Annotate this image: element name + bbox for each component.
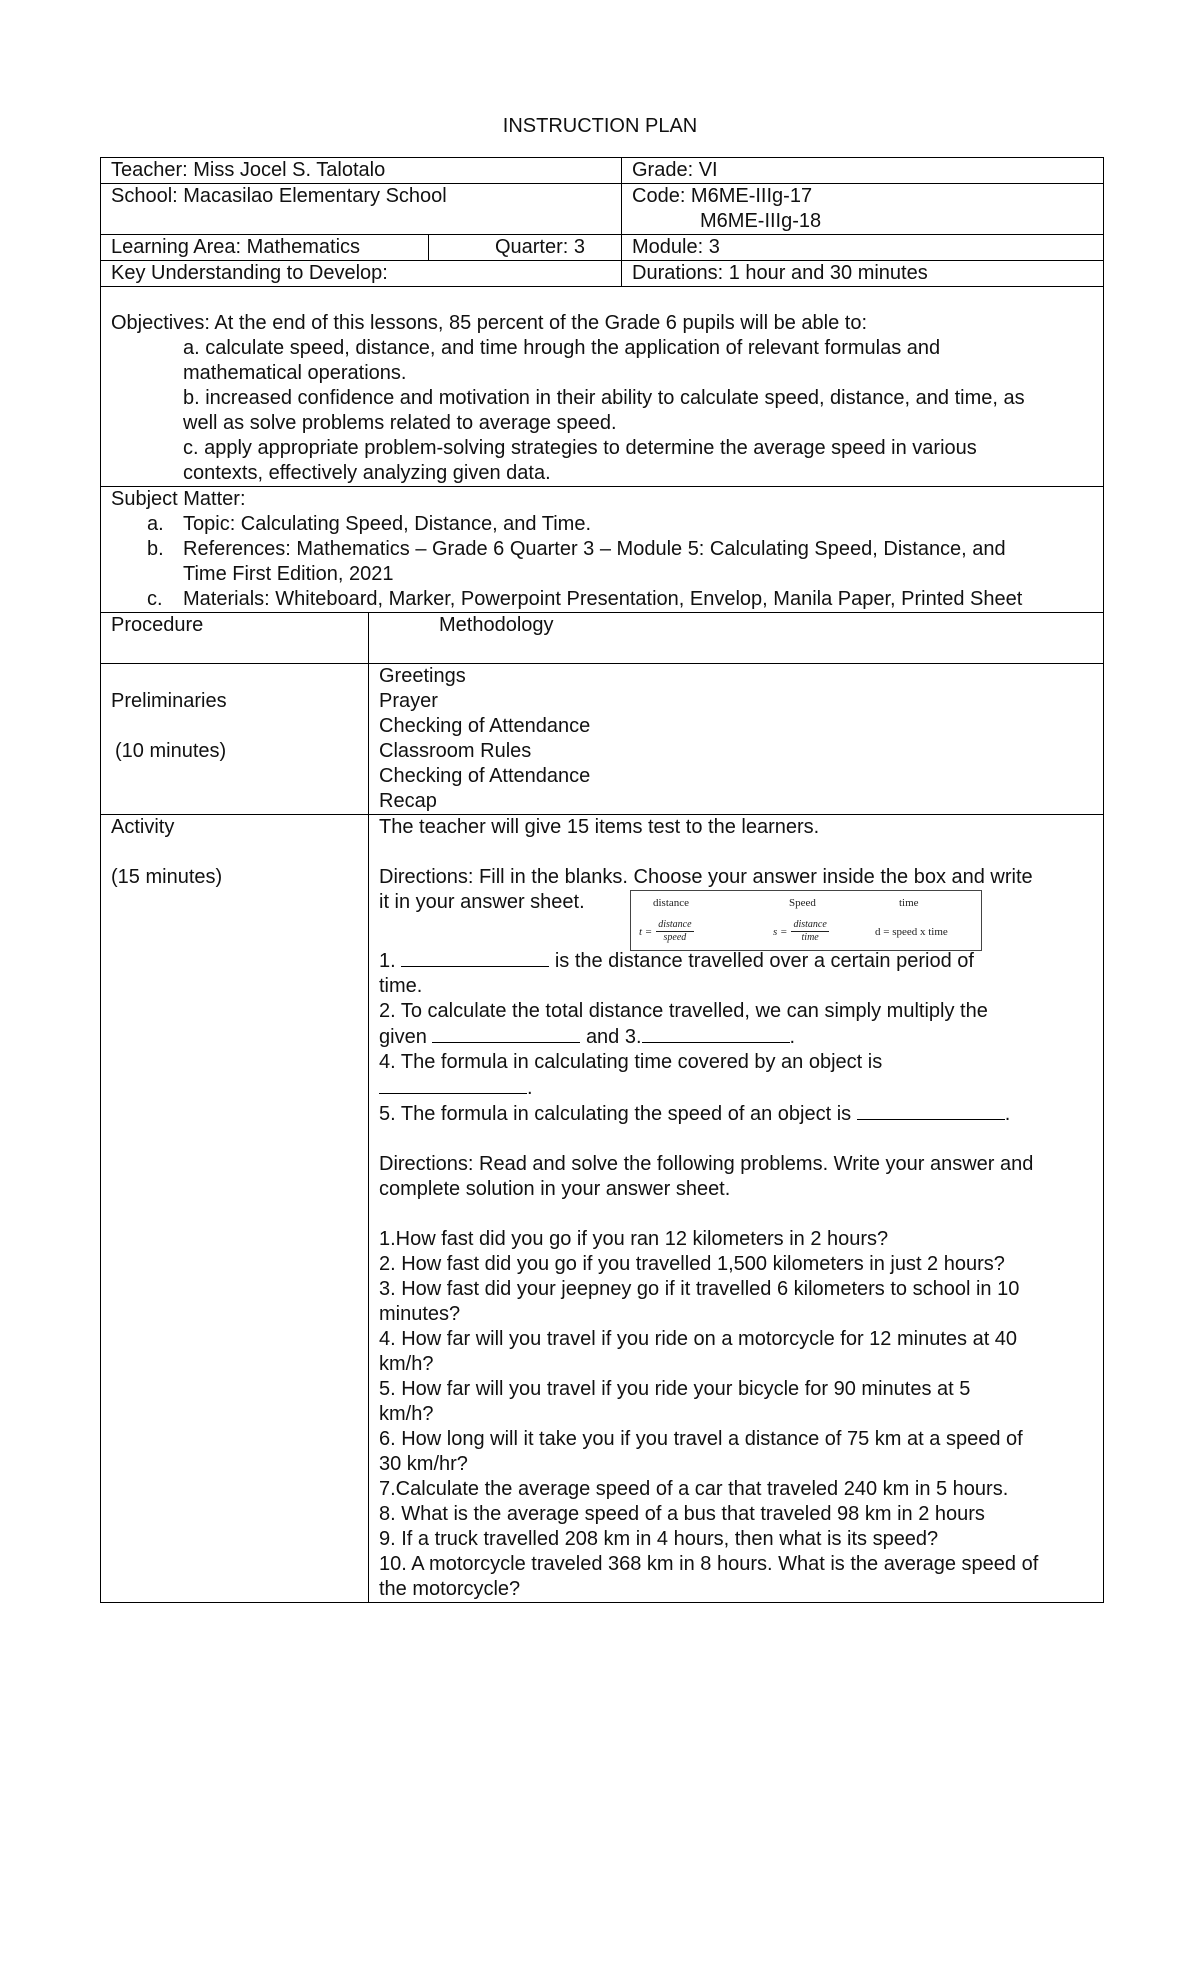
activity-duration: (15 minutes)	[111, 866, 223, 888]
subject-materials	[111, 587, 1093, 612]
fill-question-4-line-2	[379, 1075, 1093, 1101]
formula-time	[639, 919, 694, 944]
preliminary-item: Recap	[379, 790, 437, 812]
row-school-code	[101, 183, 1103, 234]
numerator: distance	[658, 919, 692, 930]
code-cell	[621, 184, 1103, 234]
row-subject-matter	[101, 486, 1103, 612]
formula-choice-box	[630, 890, 982, 951]
fraction	[791, 919, 828, 944]
procedure-header: Procedure	[111, 614, 204, 636]
preliminaries-label: Preliminaries	[111, 690, 227, 712]
durations-cell: Durations: 1 hour and 30 minutes	[621, 261, 1103, 286]
problem-line: 30 km/hr?	[379, 1453, 468, 1475]
objective-c-line-1: c. apply appropriate problem-solving strategies to determine the average speed in various	[183, 437, 977, 459]
preliminaries-duration: (10 minutes)	[115, 740, 227, 762]
preliminary-item: Checking of Attendance	[379, 715, 591, 737]
learning-area-cell: Learning Area: Mathematics	[111, 236, 361, 258]
answer-blank	[401, 948, 549, 967]
teacher-cell: Teacher: Miss Jocel S. Talotalo	[111, 159, 386, 181]
grade-cell: Grade: VI	[621, 158, 1103, 183]
subject-matter-heading: Subject Matter:	[111, 488, 246, 510]
objective-a-line-1: a. calculate speed, distance, and time hrough the application of relevant formulas and	[183, 337, 941, 359]
row-teacher-grade	[101, 158, 1103, 183]
list-marker: c.	[147, 588, 163, 610]
preliminaries-label-cell	[101, 664, 368, 814]
objective-b-line-2: well as solve problems related to average speed.	[183, 412, 617, 434]
problem-line: 5. How far will you travel if you ride your bicycle for 90 minutes at 5	[379, 1378, 971, 1400]
references-line-2: Time First Edition, 2021	[183, 563, 394, 585]
code-line-2: M6ME-IIIg-18	[700, 210, 822, 232]
problem-line: 3. How fast did your jeepney go if it travelled 6 kilometers to school in 10	[379, 1278, 1020, 1300]
formula-distance: d = speed x time	[875, 926, 948, 938]
code-line-1: Code: M6ME-IIIg-17	[632, 185, 813, 207]
choice-distance: distance	[653, 897, 690, 909]
row-procedure-header	[101, 612, 1103, 663]
problem-line: 7.Calculate the average speed of a car that traveled 240 km in 5 hours.	[379, 1478, 1009, 1500]
formula-speed	[773, 919, 829, 944]
denominator: speed	[663, 932, 687, 943]
problem-line: 8. What is the average speed of a bus that traveled 98 km in 2 hours	[379, 1503, 985, 1525]
directions-2-line-1: Directions: Read and solve the following problems. Write your answer and	[379, 1153, 1034, 1175]
preliminary-item: Checking of Attendance	[379, 765, 591, 787]
answer-blank	[432, 1024, 580, 1043]
q1-text: is the distance travelled over a certain period of	[554, 950, 974, 972]
problem-line: 2. How fast did you go if you travelled 1,500 kilometers in just 2 hours?	[379, 1253, 1005, 1275]
q2-and: and 3.	[585, 1026, 642, 1048]
problem-line: 4. How far will you travel if you ride on a motorcycle for 12 minutes at 40	[379, 1328, 1018, 1350]
objective-b-line-1: b. increased confidence and motivation in their ability to calculate speed, distance, and time, as	[183, 387, 1025, 409]
row-preliminaries	[101, 663, 1103, 814]
subject-topic-text: Topic: Calculating Speed, Distance, and Time.	[183, 513, 591, 535]
answer-blank	[642, 1024, 790, 1043]
problem-line: 1.How fast did you go if you ran 12 kilometers in 2 hours?	[379, 1228, 889, 1250]
problem-line: 6. How long will it take you if you travel a distance of 75 km at a speed of	[379, 1428, 1023, 1450]
formula-time-var: t =	[639, 925, 653, 938]
quarter-cell: Quarter: 3	[428, 235, 621, 260]
fill-question-1-cont: time.	[379, 975, 423, 997]
objectives-cell	[101, 287, 1103, 486]
fill-question-5	[379, 1101, 1093, 1127]
subject-references	[111, 537, 1093, 587]
problem-line: km/h?	[379, 1353, 434, 1375]
objective-a-line-2: mathematical operations.	[183, 362, 407, 384]
fill-question-2-line-2	[379, 1024, 1093, 1050]
objectives-lead: Objectives: At the end of this lessons, 85 percent of the Grade 6 pupils will be able to:	[111, 312, 867, 334]
choice-speed: Speed	[789, 897, 816, 909]
instruction-plan-table	[100, 157, 1104, 1603]
directions-1-line-2: it in your answer sheet.	[379, 891, 585, 913]
preliminary-item: Greetings	[379, 665, 466, 687]
denominator: time	[801, 932, 819, 943]
fill-question-1	[379, 948, 1093, 974]
row-key-understanding	[101, 260, 1103, 286]
problem-line: 10. A motorcycle traveled 368 km in 8 hours. What is the average speed of	[379, 1553, 1039, 1575]
activity-intro: The teacher will give 15 items test to the learners.	[379, 816, 820, 838]
objective-c-line-2: contexts, effectively analyzing given data.	[183, 462, 551, 484]
row-learning-area	[101, 234, 1103, 260]
subject-matter-cell	[101, 487, 1103, 612]
module-cell: Module: 3	[621, 235, 1103, 260]
q4-end: .	[527, 1077, 533, 1099]
preliminary-item: Prayer	[379, 690, 438, 712]
school-cell: School: Macasilao Elementary School	[111, 185, 447, 207]
problem-line: the motorcycle?	[379, 1578, 521, 1600]
directions-2-line-2: complete solution in your answer sheet.	[379, 1178, 731, 1200]
answer-blank	[379, 1075, 527, 1094]
methodology-header: Methodology	[368, 613, 1103, 663]
problem-line: minutes?	[379, 1303, 461, 1325]
key-understanding-cell: Key Understanding to Develop:	[111, 262, 388, 284]
problem-line: 9. If a truck travelled 208 km in 4 hours, then what is its speed?	[379, 1528, 939, 1550]
q2-end: .	[789, 1026, 796, 1048]
list-marker: a.	[147, 513, 164, 535]
directions-1-line-1: Directions: Fill in the blanks. Choose your answer inside the box and write	[379, 866, 1033, 888]
formula-speed-var: s =	[773, 925, 788, 938]
references-line-1: References: Mathematics – Grade 6 Quarter 3 – Module 5: Calculating Speed, Distance, and	[183, 538, 1006, 560]
preliminaries-methodology	[368, 664, 1103, 814]
subject-references-text	[183, 537, 1093, 587]
q1-number: 1.	[379, 950, 396, 972]
fill-question-4-line-1: 4. The formula in calculating time covered by an object is	[379, 1051, 883, 1073]
answer-blank	[857, 1101, 1005, 1120]
list-marker: b.	[147, 538, 164, 560]
document-title: INSTRUCTION PLAN	[502, 115, 698, 137]
numerator: distance	[793, 919, 827, 930]
activity-label-cell	[101, 815, 368, 1602]
subject-topic	[111, 512, 1093, 537]
row-objectives	[101, 286, 1103, 486]
preliminary-item: Classroom Rules	[379, 740, 532, 762]
q5-end: .	[1004, 1103, 1011, 1125]
q5-text: 5. The formula in calculating the speed of an object is	[379, 1103, 852, 1125]
fraction	[656, 919, 693, 944]
problem-line: km/h?	[379, 1403, 434, 1425]
q2-given: given	[379, 1026, 427, 1048]
activity-label: Activity	[111, 816, 175, 838]
subject-materials-text: Materials: Whiteboard, Marker, Powerpoint Presentation, Envelop, Manila Paper, Printed Sheet	[183, 588, 1023, 610]
fill-question-2-line-1: 2. To calculate the total distance travelled, we can simply multiply the	[379, 1000, 988, 1022]
choice-time: time	[899, 897, 919, 909]
